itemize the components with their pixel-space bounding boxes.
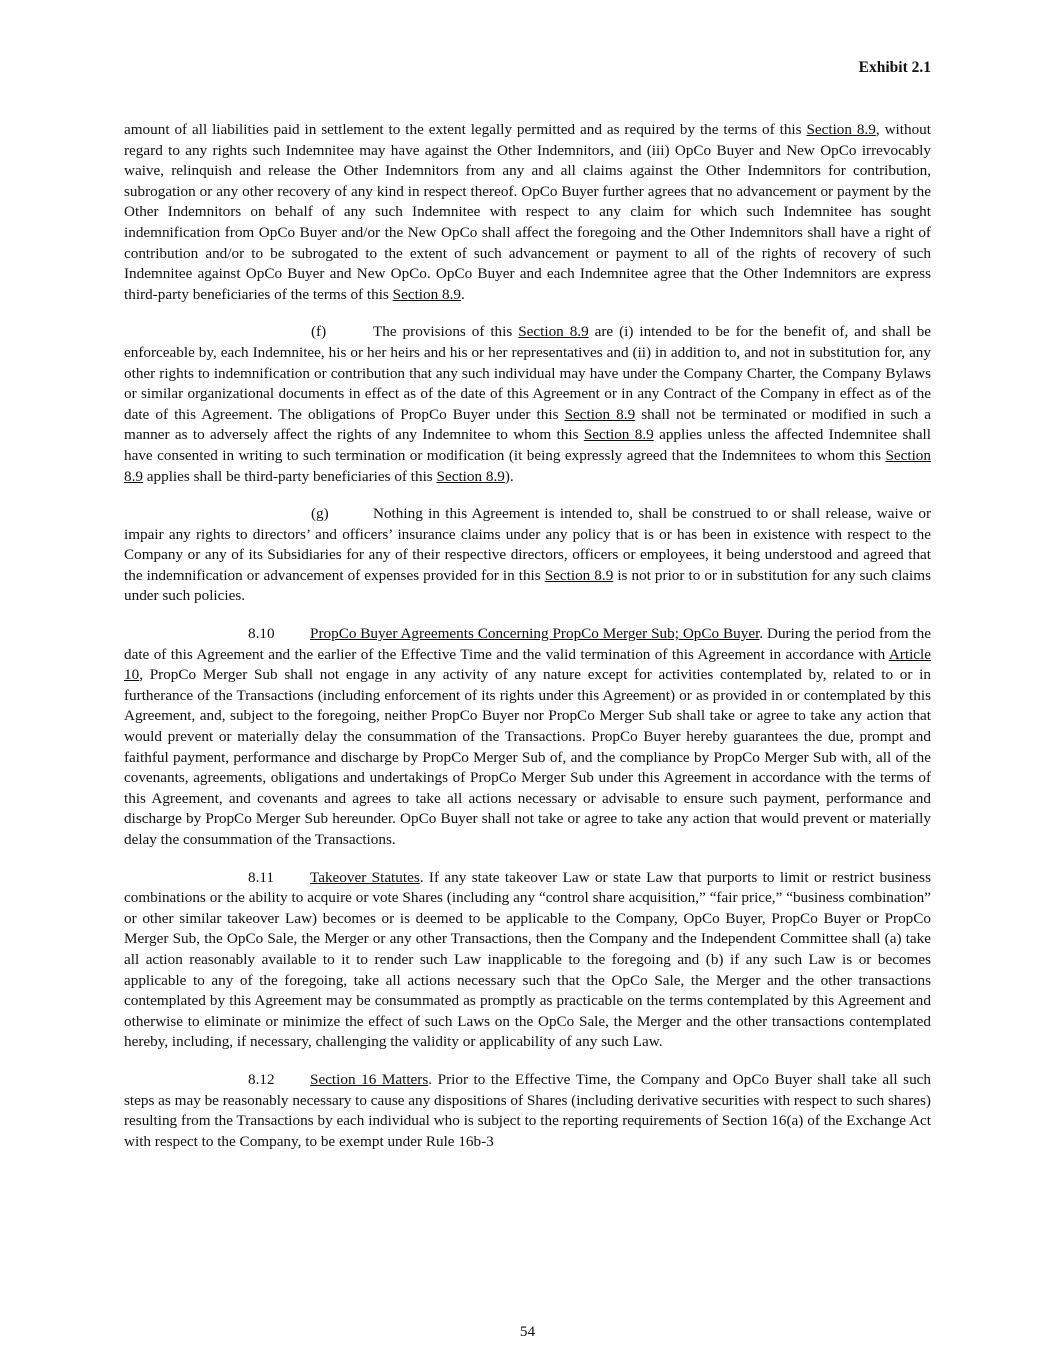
section-heading: Section 16 Matters	[310, 1070, 429, 1088]
section-number: 8.12	[248, 1070, 275, 1088]
paragraph-text: amount of all liabilities paid in settlement to the extent legally permitted and as required by the terms of this	[124, 121, 807, 138]
paragraph-continuation	[124, 120, 931, 305]
section-heading: Takeover Statutes	[310, 868, 420, 886]
section-reference: Section 8.9	[392, 285, 461, 303]
section-heading: PropCo Buyer Agreements Concerning PropCo Merger Sub; OpCo Buyer	[310, 625, 760, 643]
section-number: 8.10	[248, 625, 275, 643]
paragraph-text: shall not be terminated or modified in such a manner as to adversely affect the rights of any Indemnitee to whom this	[124, 405, 931, 444]
page-number: 54	[519, 1323, 536, 1340]
paragraph-text: applies shall be third-party beneficiaries of this	[142, 467, 437, 485]
paragraph-f	[124, 322, 931, 487]
section-reference: Section 8.9	[436, 467, 505, 485]
section-reference: Section 8.9	[806, 121, 876, 138]
section-reference: Section 8.9	[583, 426, 654, 444]
paragraph-text: ).	[504, 467, 514, 485]
section-reference: Section 8.9	[518, 323, 589, 341]
exhibit-label: Exhibit 2.1	[858, 59, 931, 76]
subsection-label: (f)	[311, 323, 327, 341]
paragraph-text: . If any state takeover Law or state Law that purports to limit or restrict business combinations or the ability to acquire or vote Shares (including any “control share acquisition,” “fair price,” “business combination” or other similar takeover Law) becomes or is deemed to be applicable to the Company, OpCo Buyer, PropCo Buyer or PropCo Merger Sub, the OpCo Sale, the Merger or any other Transactions, then the Company and the Independent Committee shall (a) take all action reasonably available to it to render such Law inapplicable to the foregoing and (b) if any such Law is or becomes applicable to any of the foregoing, take all actions necessary such that the OpCo Sale, the Merger and the other transactions contemplated by this Agreement may be consummated as promptly as practicable on the terms contemplated by this Agreement and otherwise to eliminate or minimize the effect of such Laws on the OpCo Sale, the Merger and the other transactions contemplated hereby, including, if necessary, challenging the validity or applicability of any such Law.	[124, 868, 931, 1051]
section-reference: Section 8.9	[124, 446, 931, 485]
section-number: 8.11	[248, 868, 275, 886]
paragraph-text: , PropCo Merger Sub shall not engage in any activity of any nature except for activities contemplated by, related to or in furtherance of the Transactions (including enforcement of its rights under this Agreement) or as provided in or contemplated by this Agreement, and, subject to the foregoing, neither PropCo Buyer nor PropCo Merger Sub shall take or agree to take any action that would prevent or materially delay the consummation of the Transactions. PropCo Buyer hereby guarantees the due, prompt and faithful payment, performance and discharge by PropCo Merger Sub of, and the compliance by PropCo Merger Sub with, all of the covenants, agreements, obligations and undertakings of PropCo Merger Sub under this Agreement in accordance with the terms of this Agreement, and covenants and agrees to take all actions necessary or advisable to ensure such payment, performance and discharge by PropCo Merger Sub hereunder. OpCo Buyer shall not take or agree to take any action that would prevent or materially delay the consummation of the Transactions.	[124, 666, 931, 848]
article-reference: Article 10	[124, 645, 931, 684]
section-reference: Section 8.9	[564, 405, 636, 423]
paragraph-text: are (i) intended to be for the benefit of, and shall be enforceable by, each Indemnitee, his or her heirs and his or her representatives and (ii) in addition to, and not in substitution for, any other rights to indemnification or contribution that any such individual may have under the Company Charter, the Company Bylaws or similar organizational documents in effect as of the date of this Agreement or in any Contract of the Company in effect as of the date of this Agreement. The obligations of PropCo Buyer under this	[124, 323, 931, 423]
paragraph-text: The provisions of this	[373, 323, 519, 341]
section-8-12	[124, 1070, 931, 1152]
paragraph-text: , without regard to any rights such Indemnitee may have against the Other Indemnitors, and (iii) OpCo Buyer and New OpCo irrevocably waive, relinquish and release the Other Indemnitors from any and all claims against the Other Indemnitors for contribution, subrogation or any other recovery of any kind in respect thereof. OpCo Buyer further agrees that no advancement or payment by the Other Indemnitors on behalf of any such Indemnitee with respect to any claim for which such Indemnitee has sought indemnification from OpCo Buyer and/or the New OpCo shall affect the foregoing and the Other Indemnitors shall have a right of contribution and/or to be subrogated to the extent of such advancement or payment to all of the rights of recovery of such Indemnitee against OpCo Buyer and New OpCo. OpCo Buyer and each Indemnitee agree that the Other Indemnitors are express third-party beneficiaries of the terms of this	[124, 121, 931, 303]
paragraph-g	[124, 504, 931, 607]
section-8-11	[124, 868, 931, 1053]
document-body	[124, 120, 931, 1169]
paragraph-text: Nothing in this Agreement is intended to, shall be construed to or shall release, waive or impair any rights to directors’ and officers’ insurance claims under any policy that is or has been in existence with respect to the Company or any of its Subsidiaries for any of their respective directors, officers or employees, it being understood and agreed that the indemnification or advancement of expenses provided for in this	[124, 505, 931, 584]
subsection-label: (g)	[311, 505, 329, 523]
paragraph-text: is not prior to or in substitution for any such claims under such policies.	[124, 566, 931, 605]
paragraph-text: . During the period from the date of this Agreement and the earlier of the Effective Time and the valid termination of this Agreement in accordance with	[124, 625, 931, 663]
section-8-10	[124, 624, 931, 851]
paragraph-text: applies unless the affected Indemnitee shall have consented in writing to such termination or modification (it being expressly agreed that the Indemnitees to whom this	[124, 426, 932, 464]
section-reference: Section 8.9	[544, 566, 614, 584]
paragraph-text: .	[461, 285, 465, 303]
paragraph-text: . Prior to the Effective Time, the Company and OpCo Buyer shall take all such steps as may be reasonably necessary to cause any dispositions of Shares (including derivative securities with respect to such shares) resulting from the Transactions by each individual who is subject to the reporting requirements of Section 16(a) of the Exchange Act with respect to the Company, to be exempt under Rule 16b-3	[124, 1070, 931, 1150]
